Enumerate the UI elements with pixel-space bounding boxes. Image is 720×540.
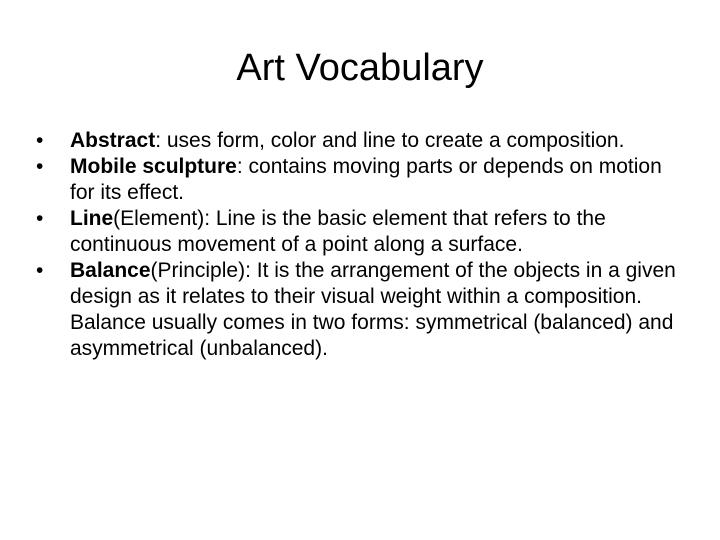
bullet-line	[36, 206, 686, 258]
term-definition: : uses form, color and line to create a composition.	[155, 129, 625, 152]
bullet-mobile-sculpture	[36, 154, 686, 206]
bullet-abstract	[36, 128, 686, 154]
term-definition: : It is the arrangement of the objects in a given design as it relates to their visual weight within a composition. Balance usually comes in two forms: symmetrical (balanced) and asymmetrical (unbalanced).	[70, 259, 676, 360]
term-definition: : Line is the basic element that refers to the continuous movement of a point along a surface.	[70, 207, 606, 256]
term-label: Balance	[70, 259, 151, 282]
bullet-dot-icon: •	[36, 207, 44, 230]
term-qualifier: (Principle)	[150, 259, 246, 282]
slide-title: Art Vocabulary	[236, 47, 484, 89]
bullet-list	[36, 128, 686, 362]
bullet-dot-icon: •	[36, 155, 44, 178]
term-label: Abstract	[70, 129, 156, 152]
term-label: Mobile sculpture	[70, 155, 237, 178]
bullet-dot-icon: •	[36, 259, 44, 282]
term-label: Line	[70, 207, 114, 230]
bullet-balance	[36, 258, 686, 362]
bullet-dot-icon: •	[36, 129, 44, 152]
term-definition: : contains moving parts or depends on motion for its effect.	[70, 155, 662, 204]
term-qualifier: (Element)	[113, 207, 205, 230]
